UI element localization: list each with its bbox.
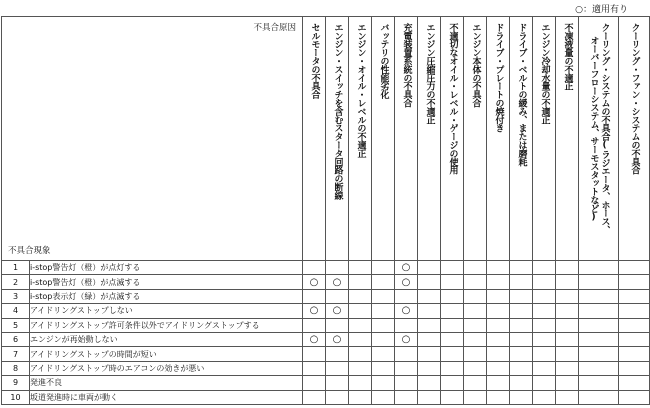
applicability-cell: [487, 361, 510, 375]
applicability-cell: [418, 275, 441, 289]
cause-header-label: クーリング・システムの不具合(ラジエータ、ホース、 オーバーフローシステム、サーモスタットなど): [588, 23, 610, 235]
applicability-cell: [556, 376, 579, 390]
cause-header-7: [441, 17, 464, 261]
applicability-cell: [441, 261, 464, 275]
cause-header-13: [579, 17, 619, 261]
applicability-cell: [326, 261, 349, 275]
applicability-cell: ○: [326, 332, 349, 346]
applicability-cell: [487, 318, 510, 332]
applicability-cell: ○: [326, 304, 349, 318]
applicability-cell: [441, 304, 464, 318]
symptom-description: i-stop警告灯（橙）が点灯する: [30, 261, 303, 275]
symptom-row: [2, 361, 650, 375]
applicability-cell: [487, 347, 510, 361]
applicability-cell: [326, 318, 349, 332]
applicability-cell: [487, 376, 510, 390]
applicability-cell: [533, 361, 556, 375]
applicability-cell: [533, 376, 556, 390]
diagnosis-matrix: [1, 16, 650, 405]
cause-header-label: エンジン・スイッチを含むスタータ回路の断線: [332, 23, 343, 200]
applicability-cell: [533, 261, 556, 275]
symptom-description: i-stop警告灯（橙）が点滅する: [30, 275, 303, 289]
applicability-cell: [395, 289, 418, 303]
applicability-cell: [510, 289, 533, 303]
applicability-cell: [418, 318, 441, 332]
cause-header-label: ドライブ・ベルトの緩み、または磨耗: [516, 23, 527, 166]
applicability-cell: [619, 261, 650, 275]
applicability-cell: [441, 361, 464, 375]
applicability-cell: [441, 318, 464, 332]
symptom-row: [2, 318, 650, 332]
applicability-cell: [349, 289, 372, 303]
cause-header-14: [619, 17, 650, 261]
row-number: 1: [2, 261, 30, 275]
applicability-cell: [533, 390, 556, 404]
applicability-cell: [619, 361, 650, 375]
applicability-cell: [487, 390, 510, 404]
applicability-cell: [418, 289, 441, 303]
cause-header-label: 不凍液量の不適正: [562, 23, 573, 91]
applicability-cell: [349, 261, 372, 275]
applicability-cell: [372, 347, 395, 361]
applicability-cell: [464, 318, 487, 332]
applicability-cell: [579, 318, 619, 332]
cause-header-label: 充電装置系統の不具合: [401, 23, 412, 108]
symptom-row: [2, 390, 650, 404]
applicability-cell: [326, 361, 349, 375]
applicability-cell: [441, 390, 464, 404]
symptom-row: [2, 347, 650, 361]
symptom-row: [2, 275, 650, 289]
cause-header-4: [372, 17, 395, 261]
applicability-cell: [533, 318, 556, 332]
applicability-cell: [349, 347, 372, 361]
applicability-cell: [372, 289, 395, 303]
applicability-cell: [556, 289, 579, 303]
applicability-cell: [619, 289, 650, 303]
applicability-cell: ○: [395, 275, 418, 289]
applicability-cell: [619, 376, 650, 390]
cause-header-3: [349, 17, 372, 261]
applicability-cell: [579, 361, 619, 375]
symptom-description: アイドリングストップ時のエアコンの効きが悪い: [30, 361, 303, 375]
applicability-cell: [533, 332, 556, 346]
applicability-cell: [418, 347, 441, 361]
applicability-cell: ○: [303, 275, 326, 289]
applicability-cell: ○: [395, 304, 418, 318]
applicability-cell: [556, 390, 579, 404]
cause-axis-label: 不具合原因: [253, 23, 296, 33]
applicability-cell: [349, 275, 372, 289]
applicability-cell: [372, 361, 395, 375]
symptom-description: 坂道発進時に車両が動く: [30, 390, 303, 404]
row-number: 4: [2, 304, 30, 318]
applicability-cell: [441, 332, 464, 346]
applicability-cell: [418, 332, 441, 346]
applicability-cell: [579, 332, 619, 346]
applicability-cell: [510, 261, 533, 275]
symptom-description: アイドリングストップの時間が短い: [30, 347, 303, 361]
applicability-cell: [395, 376, 418, 390]
applicability-cell: ○: [303, 332, 326, 346]
cause-header-label: バッテリの性能劣化: [378, 23, 389, 99]
symptom-row: [2, 332, 650, 346]
applicability-cell: [303, 390, 326, 404]
applicability-cell: [579, 275, 619, 289]
row-number: 5: [2, 318, 30, 332]
cause-header-label: ドライブ・プレートの焼付き: [493, 23, 504, 133]
symptom-row: [2, 304, 650, 318]
applicability-cell: [303, 347, 326, 361]
symptom-description: 発進不良: [30, 376, 303, 390]
applicability-cell: [418, 376, 441, 390]
applicability-cell: [556, 347, 579, 361]
applicability-cell: [372, 275, 395, 289]
applicability-cell: [579, 304, 619, 318]
symptom-description: アイドリングストップ許可条件以外でアイドリングストップする: [30, 318, 303, 332]
row-number: 7: [2, 347, 30, 361]
applicability-cell: [556, 275, 579, 289]
applicability-cell: [395, 361, 418, 375]
symptom-description: i-stop表示灯（緑）が点滅する: [30, 289, 303, 303]
applicability-cell: [464, 376, 487, 390]
symptom-row: [2, 376, 650, 390]
applicability-cell: [418, 390, 441, 404]
applicability-cell: [441, 376, 464, 390]
applicability-cell: [556, 261, 579, 275]
applicability-cell: [349, 318, 372, 332]
applicability-cell: [303, 376, 326, 390]
applicability-cell: [619, 318, 650, 332]
applicability-cell: [579, 347, 619, 361]
applicability-cell: [487, 261, 510, 275]
applicability-cell: [349, 304, 372, 318]
applicability-cell: [349, 361, 372, 375]
applicability-cell: [464, 332, 487, 346]
applicability-cell: [510, 304, 533, 318]
applicability-cell: [619, 332, 650, 346]
applicability-cell: [441, 347, 464, 361]
symptom-description: アイドリングストップしない: [30, 304, 303, 318]
corner-header: [2, 17, 303, 261]
applicability-cell: [418, 361, 441, 375]
applicability-cell: [395, 347, 418, 361]
cause-header-10: [510, 17, 533, 261]
applicability-cell: [556, 304, 579, 318]
applicability-cell: [619, 390, 650, 404]
applicability-cell: [303, 318, 326, 332]
applicability-cell: ○: [395, 332, 418, 346]
row-number: 9: [2, 376, 30, 390]
applicability-cell: [619, 275, 650, 289]
cause-header-2: [326, 17, 349, 261]
applicability-cell: [372, 304, 395, 318]
applicability-cell: [510, 376, 533, 390]
cause-header-label: エンジン本体の不具合: [470, 23, 481, 108]
applicability-cell: [464, 275, 487, 289]
applicability-cell: [619, 304, 650, 318]
applicability-cell: [579, 289, 619, 303]
applicability-cell: [441, 275, 464, 289]
cause-header-6: [418, 17, 441, 261]
cause-header-label: エンジン・オイル・レベルの不適正: [355, 23, 366, 158]
applicability-cell: [533, 304, 556, 318]
applicability-cell: [487, 332, 510, 346]
applicability-cell: [372, 261, 395, 275]
applicability-cell: [556, 318, 579, 332]
applicability-cell: [579, 261, 619, 275]
applicability-cell: [464, 261, 487, 275]
cause-header-12: [556, 17, 579, 261]
applicability-cell: [510, 361, 533, 375]
cause-header-1: [303, 17, 326, 261]
symptom-axis-label: 不具合現象: [8, 246, 51, 256]
applicability-cell: [487, 289, 510, 303]
cause-header-11: [533, 17, 556, 261]
applicability-cell: [487, 275, 510, 289]
applicability-cell: [464, 304, 487, 318]
applicability-cell: [326, 289, 349, 303]
cause-header-5: [395, 17, 418, 261]
cause-header-label: クーリング・ファン・システムの不具合: [629, 23, 640, 175]
applicability-cell: [619, 347, 650, 361]
applicability-cell: [372, 332, 395, 346]
applicability-cell: [533, 347, 556, 361]
applicability-cell: [556, 332, 579, 346]
applicability-cell: [418, 304, 441, 318]
applicability-cell: [533, 275, 556, 289]
cause-header-label: セルモータの不具合: [309, 23, 320, 99]
applicability-cell: [326, 390, 349, 404]
row-number: 10: [2, 390, 30, 404]
applicability-cell: [372, 390, 395, 404]
cause-header-label: エンジン圧縮圧力の不適正: [424, 23, 435, 124]
applicability-cell: [349, 390, 372, 404]
applicability-cell: [510, 318, 533, 332]
applicability-cell: [441, 289, 464, 303]
applicability-cell: [464, 289, 487, 303]
cause-header-8: [464, 17, 487, 261]
applicability-cell: [556, 361, 579, 375]
applicability-cell: [326, 376, 349, 390]
symptom-description: エンジンが再始動しない: [30, 332, 303, 346]
symptom-row: [2, 289, 650, 303]
applicability-cell: [510, 275, 533, 289]
row-number: 8: [2, 361, 30, 375]
applicability-cell: ○: [303, 304, 326, 318]
symptom-row: [2, 261, 650, 275]
applicability-cell: ○: [395, 261, 418, 275]
applicability-cell: [510, 347, 533, 361]
applicability-cell: [303, 261, 326, 275]
row-number: 3: [2, 289, 30, 303]
applicability-cell: [395, 390, 418, 404]
applicability-cell: [510, 332, 533, 346]
applicability-cell: [533, 289, 556, 303]
applicability-cell: [418, 261, 441, 275]
applicability-cell: [395, 318, 418, 332]
applicability-cell: ○: [326, 275, 349, 289]
applicability-cell: [464, 347, 487, 361]
cause-header-label: 不適切なオイル・レベル・ゲージの使用: [447, 23, 458, 175]
row-number: 2: [2, 275, 30, 289]
applicability-cell: [349, 376, 372, 390]
applicability-cell: [326, 347, 349, 361]
applicability-cell: [372, 318, 395, 332]
applicability-cell: [487, 304, 510, 318]
cause-header-9: [487, 17, 510, 261]
applicability-cell: [303, 289, 326, 303]
applicability-cell: [372, 376, 395, 390]
legend-applicable: ○：適用有り: [575, 5, 628, 15]
applicability-cell: [464, 390, 487, 404]
cause-header-label: エンジン冷却水量の不適正: [539, 23, 550, 124]
applicability-cell: [349, 332, 372, 346]
applicability-cell: [464, 361, 487, 375]
applicability-cell: [510, 390, 533, 404]
applicability-cell: [579, 376, 619, 390]
row-number: 6: [2, 332, 30, 346]
applicability-cell: [579, 390, 619, 404]
applicability-cell: [303, 361, 326, 375]
